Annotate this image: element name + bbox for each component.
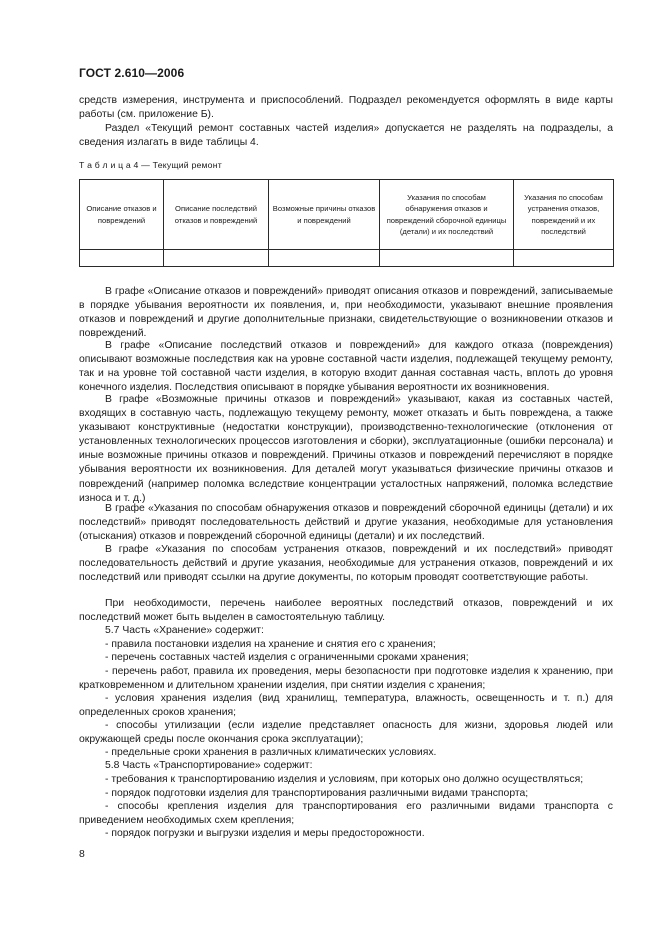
list-item: - способы крепления изделия для транспортирования его различными видами транспорта с приведением необходимых схем крепления; [79,801,613,827]
table-header-cell: Указания по способам устранения отказов, повреждений и их последствий [514,180,614,250]
paragraph-detection: В графе «Указания по способам обнаружения отказов и повреждений сборочной единицы (детали) и их последствий» приводят последовательность действий и другие указания, необходимые для установления (отыскания) отказов и повреждений сборочной единицы (детали) и их последствий. [79,503,613,543]
document-header: ГОСТ 2.610—2006 [79,66,185,80]
table-cell [380,250,514,267]
list-item: - предельные сроки хранения в различных климатических условиях. [105,747,437,758]
repair-table [79,179,614,267]
paragraph-causes: В графе «Возможные причины отказов и повреждений» указывают, какая из составных частей, входящих в составную часть, подлежащую текущему ремонту, может отказать и быть повреждена, а также указывают конструктивные (недостатки конструкции), производственно-технологические (отклонения от установленных технологических процессов изготовления и сборки), эксплуатационные (ошибки персонала) и иные возможные причины отказов и повреждений. Причины отказов и повреждений перечисляют в порядке убывания вероятности их возникновения. Для деталей могут указываться физические причины отказов и повреждений (например поломка вследствие концентрации усталостных напряжений, поломка вследствие износа и т. д.) [79,394,613,504]
table-cell [514,250,614,267]
page-number: 8 [79,849,85,860]
list-item: - условия хранения изделия (вид хранилищ, температура, влажность, освещенность и т. п.) для определенных сроков хранения; [79,693,613,719]
paragraph-failure-description: В графе «Описание отказов и повреждений» приводят описания отказов и повреждений, записываемые в порядке убывания вероятности их появления, и, при необходимости, указывают внешние проявления отказов и повреждений и другие дополнительные признаки, свидетельствующие о возникновении отказов и повреждений. [79,286,613,340]
table-header-cell: Описание отказов и повреждений [80,180,164,250]
intro-paragraph-1: средств измерения, инструмента и приспособлений. Подраздел рекомендуется оформлять в виде карты работы (см. приложение Б). [79,95,613,121]
list-item: - порядок погрузки и выгрузки изделия и меры предосторожности. [105,828,425,839]
paragraph-separate-table: При необходимости, перечень наиболее вероятных последствий отказов, повреждений и их последствий может быть выделен в самостоятельную таблицу. [79,598,613,624]
intro-paragraph-2: Раздел «Текущий ремонт составных частей изделия» допускается не разделять на подразделы, а сведения излагать в виде таблицы 4. [79,123,613,149]
list-item: - способы утилизации (если изделие представляет опасность для жизни, здоровья людей или окружающей среды после окончания срока эксплуатации); [79,720,613,746]
table-header-row [80,180,614,250]
list-item: - правила постановки изделия на хранение и снятия его с хранения; [105,639,436,650]
list-item: - порядок подготовки изделия для транспортирования различными видами транспорта; [105,788,529,799]
table-cell [269,250,380,267]
list-item: - перечень работ, правила их проведения, меры безопасности при подготовке изделия к хранению, при кратковременном и длительном хранении изделия, при снятии изделия с хранения; [79,666,613,692]
list-item: - требования к транспортированию изделия и условиям, при которых оно должно осуществляться; [105,774,584,785]
paragraph-consequences: В графе «Описание последствий отказов и повреждений» для каждого отказа (повреждения) описывают возможные последствия как на уровне составной части изделия, подлежащей текущему ремонту, так и на уровне той составной части изделия, в которую входит данная составная часть, вплоть до уровня конечного изделия. Последствия описывают в порядке убывания вероятности их возникновения. [79,340,613,394]
paragraph-elimination: В графе «Указания по способам устранения отказов, повреждений и их последствий» приводят последовательность действий и другие указания, необходимые для устранения отказов, повреждений и их последствий или приводят ссылки на другие документы, по которым проводят соответствующие работы. [79,544,613,584]
table-cell [80,250,164,267]
list-item: - перечень составных частей изделия с ограниченными сроками хранения; [105,652,469,663]
table-caption: Т а б л и ц а 4 — Текущий ремонт [79,160,222,170]
section-5-7-heading: 5.7 Часть «Хранение» содержит: [105,625,264,636]
table-cell [164,250,269,267]
table-header-cell: Указания по способам обнаружения отказов и повреждений сборочной единицы (детали) и их последствий [380,180,514,250]
table-empty-row [80,250,614,267]
table-header-cell: Описание последствий отказов и повреждений [164,180,269,250]
table-header-cell: Возможные причины отказов и повреждений [269,180,380,250]
section-5-8-heading: 5.8 Часть «Транспортирование» содержит: [105,760,313,771]
